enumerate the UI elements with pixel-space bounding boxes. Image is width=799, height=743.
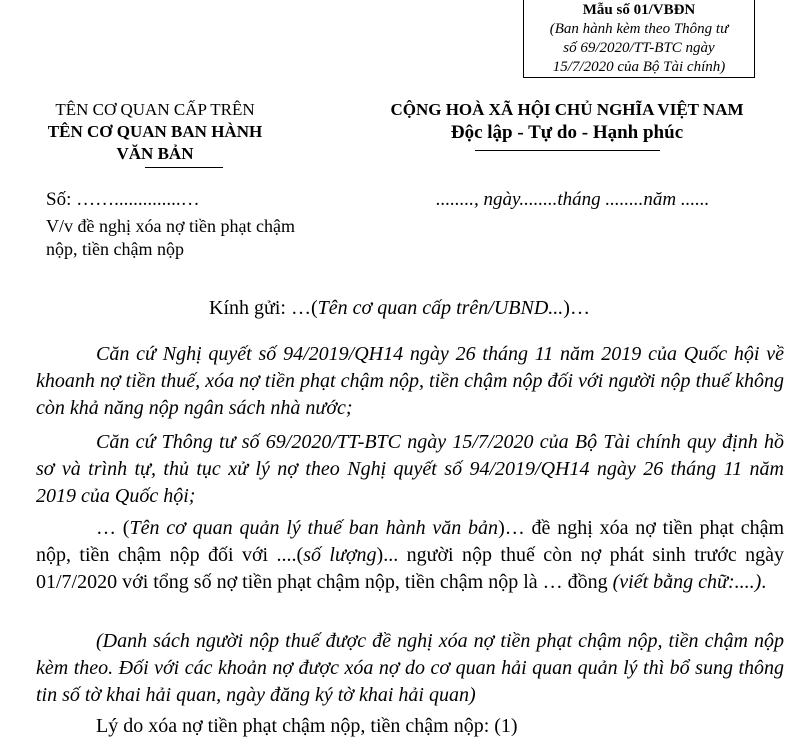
salutation-prefix: Kính gửi: …( bbox=[209, 297, 318, 319]
left-header-underline bbox=[145, 167, 223, 168]
salutation bbox=[0, 297, 799, 320]
superior-agency: TÊN CƠ QUAN CẤP TRÊN bbox=[55, 100, 255, 119]
form-note-line3: 15/7/2020 của Bộ Tài chính) bbox=[552, 59, 726, 75]
issuing-agency-line2: VĂN BẢN bbox=[116, 144, 194, 163]
salutation-suffix: )… bbox=[563, 297, 590, 319]
subject-line bbox=[46, 215, 366, 261]
request-agency-placeholder: Tên cơ quan quản lý thuế ban hành văn bản bbox=[129, 517, 499, 539]
form-note-line1: (Ban hành kèm theo Thông tư bbox=[549, 21, 729, 37]
nation-title: CỘNG HOÀ XÃ HỘI CHỦ NGHĨA VIỆT NAM bbox=[390, 100, 744, 119]
form-code-box bbox=[523, 0, 755, 78]
form-code: Mẫu số 01/VBĐN bbox=[582, 2, 696, 18]
motto-underline bbox=[475, 150, 660, 151]
left-header bbox=[40, 99, 270, 165]
paragraph-attachment-note: (Danh sách người nộp thuế được đề nghị xóa nợ tiền phạt chậm nộp, tiền chậm nộp kèm theo. Đối với các khoản nợ được xóa nợ do cơ quan hải quan quản lý thì bổ sung thông tin số tờ khai hải quan, ngày đăng ký tờ khai hải quan) bbox=[36, 630, 784, 706]
request-amount-words: (viết bằng chữ:....) bbox=[612, 571, 762, 593]
request-part-a: … ( bbox=[96, 517, 130, 539]
request-part-c: )… đề nghị xóa nợ tiền phạt chậm nộp, tiền chậm nộp đối với ....( bbox=[36, 517, 785, 566]
request-quantity-placeholder: số lượng bbox=[303, 544, 377, 566]
paragraph-legal-basis-1: Căn cứ Nghị quyết số 94/2019/QH14 ngày 26 tháng 11 năm 2019 của Quốc hội về khoanh nợ tiền thuế, xóa nợ tiền phạt chậm nộp, tiền chậm nộp đối với người nộp thuế không còn khả năng nộp ngân sách nhà nước; bbox=[36, 343, 784, 419]
paragraph-reason: Lý do xóa nợ tiền phạt chậm nộp, tiền chậm nộp: (1) bbox=[96, 715, 518, 737]
document-number: Số: ……..............… bbox=[46, 189, 200, 210]
subject-line2: nộp, tiền chậm nộp bbox=[46, 239, 184, 259]
issuing-agency-line1: TÊN CƠ QUAN BAN HÀNH bbox=[47, 122, 263, 141]
form-note-line2: số 69/2020/TT-BTC ngày bbox=[563, 40, 715, 56]
paragraph-request bbox=[36, 515, 784, 596]
paragraph-legal-basis-2: Căn cứ Thông tư số 69/2020/TT-BTC ngày 15/7/2020 của Bộ Tài chính quy định hồ sơ và trình tự, thủ tục xử lý nợ theo Nghị quyết số 94/2019/QH14 ngày 26 tháng 11 năm 2019 của Quốc hội; bbox=[36, 431, 784, 507]
date-line: ........, ngày........tháng ........năm ...... bbox=[436, 189, 710, 210]
request-part-e: )... người nộp thuế còn nợ phát sinh trước ngày 01/7/2020 với tổng số nợ tiền phạt chậm nộp, tiền chậm nộp là … đồng bbox=[36, 544, 784, 593]
subject-line1: V/v đề nghị xóa nợ tiền phạt chậm bbox=[46, 216, 295, 236]
right-header bbox=[362, 99, 772, 145]
salutation-recipient: Tên cơ quan cấp trên/UBND... bbox=[317, 297, 564, 319]
request-part-g: . bbox=[761, 571, 767, 593]
national-motto: Độc lập - Tự do - Hạnh phúc bbox=[450, 122, 684, 143]
